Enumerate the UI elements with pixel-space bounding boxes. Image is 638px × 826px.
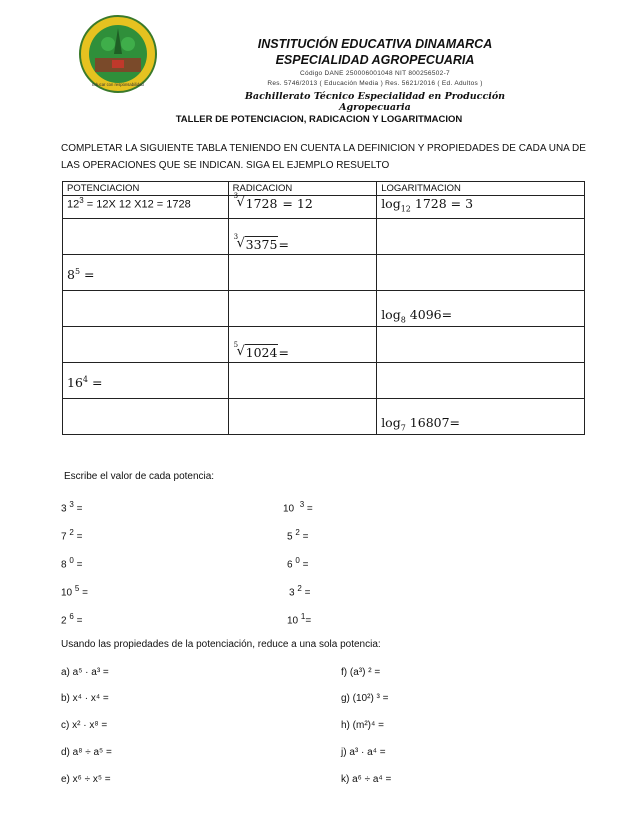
potencia-right-4: 10 $^1$= <box>287 612 312 627</box>
operations-table <box>62 181 585 435</box>
potencia-right-0: 10 $^3$ = <box>283 500 313 515</box>
cell-raiz[interactable] <box>228 363 377 399</box>
instructions-text: COMPLETAR LA SIGUIENTE TABLA TENIENDO EN CUENTA LA DEFINICION Y PROPIEDADES DE CADA UNA DE LAS OPERACIONES QUE SE INDICAN. SIGA EL EJEMPLO RESUELTO <box>61 143 586 171</box>
table-header-row <box>63 182 585 196</box>
bachillerato-line: Bachillerato Técnico Especialidad en Producción Agropecuaria <box>244 91 506 113</box>
propiedad-left-4: e) x⁶ ÷ x⁵ = <box>61 774 111 785</box>
table-row <box>63 327 585 363</box>
potencia-left-1: 7 $^2$ = <box>61 528 83 543</box>
propiedad-right-0: f) (a³) ² = <box>341 667 381 678</box>
potencia-right-3: 3 $^2$ = <box>289 584 311 599</box>
institution-resolutions: Res. 5746/2013 ( Educación Media ) Res. 5621/2016 ( Ed. Adultos ) <box>267 80 483 87</box>
potencia-right-2: 6 $^0$ = <box>287 556 309 571</box>
cell-logaritmo[interactable] <box>377 219 585 255</box>
table-row-example <box>63 196 585 219</box>
potencia-left-3: 10 $^5$ = <box>61 584 88 599</box>
potencia-right-1: 5 $^2$ = <box>287 528 309 543</box>
propiedad-left-2: c) x² · x⁸ = <box>61 720 108 731</box>
propiedad-left-0: a) a⁵ · a³ = <box>61 667 109 678</box>
section3-title: Usando las propiedades de la potenciación, reduce a una sola potencia: <box>61 639 381 650</box>
table-row <box>63 291 585 327</box>
cell-raiz[interactable] <box>228 291 377 327</box>
propiedad-left-1: b) x⁴ · x⁴ = <box>61 693 109 704</box>
example-logaritmo: $\log_{12} 1728 = 3$ <box>377 196 585 219</box>
cell-potencia[interactable] <box>63 291 229 327</box>
table-row <box>63 399 585 435</box>
cell-potencia[interactable] <box>63 399 229 435</box>
propiedad-right-2: h) (m²)⁴ = <box>341 720 384 731</box>
propiedad-right-1: g) (10²) ³ = <box>341 693 389 704</box>
example-potencia: $12^3 = 12X$ 12 X12 = 1728 <box>63 196 229 219</box>
cell-potencia[interactable]: $8^5$ = <box>63 255 229 291</box>
cell-potencia[interactable] <box>63 327 229 363</box>
header-logaritmacion: LOGARITMACION <box>377 182 585 196</box>
table-row <box>63 255 585 291</box>
propiedad-right-3: j) a³ · a⁴ = <box>341 747 386 758</box>
header-radicacion: RADICACION <box>228 182 377 196</box>
propiedad-right-4: k) a⁶ ÷ a⁴ = <box>341 774 392 785</box>
cell-raiz[interactable] <box>228 255 377 291</box>
cell-raiz[interactable] <box>228 399 377 435</box>
header-potenciacion: POTENCIACION <box>63 182 229 196</box>
institution-name: INSTITUCIÓN EDUCATIVA DINAMARCA <box>257 37 493 51</box>
cell-potencia[interactable]: $16^4$ = <box>63 363 229 399</box>
propiedad-left-3: d) a⁸ ÷ a⁵ = <box>61 747 112 758</box>
svg-text:Educar con responsabilidad: Educar con responsabilidad <box>92 82 144 87</box>
cell-raiz[interactable]: 5 √ 1024= <box>228 327 377 363</box>
potencia-left-4: 2 $^6$ = <box>61 612 83 627</box>
potencia-left-0: 3 $^3$ = <box>61 500 83 515</box>
potencia-left-2: 8 $^0$ = <box>61 556 83 571</box>
cell-logaritmo[interactable] <box>377 255 585 291</box>
institution-specialty: ESPECIALIDAD AGROPECUARIA <box>275 53 475 67</box>
cell-logaritmo[interactable]: $\log_7 16807=$ <box>377 399 585 435</box>
cell-logaritmo[interactable] <box>377 327 585 363</box>
table-row <box>63 363 585 399</box>
cell-logaritmo[interactable]: $\log_8 4096=$ <box>377 291 585 327</box>
school-logo-icon <box>78 14 158 94</box>
table-row <box>63 219 585 255</box>
cell-raiz[interactable]: 3 √ 3375= <box>228 219 377 255</box>
section2-title: Escribe el valor de cada potencia: <box>64 471 215 482</box>
institution-codes: Código DANE 250006001048 NIT 800256502-7 <box>300 70 450 77</box>
example-raiz: 3 √ 1728 = 12 <box>228 196 377 219</box>
cell-logaritmo[interactable] <box>377 363 585 399</box>
worksheet-title: TALLER DE POTENCIACION, RADICACION Y LOGARITMACION <box>175 114 463 125</box>
cell-potencia[interactable] <box>63 219 229 255</box>
